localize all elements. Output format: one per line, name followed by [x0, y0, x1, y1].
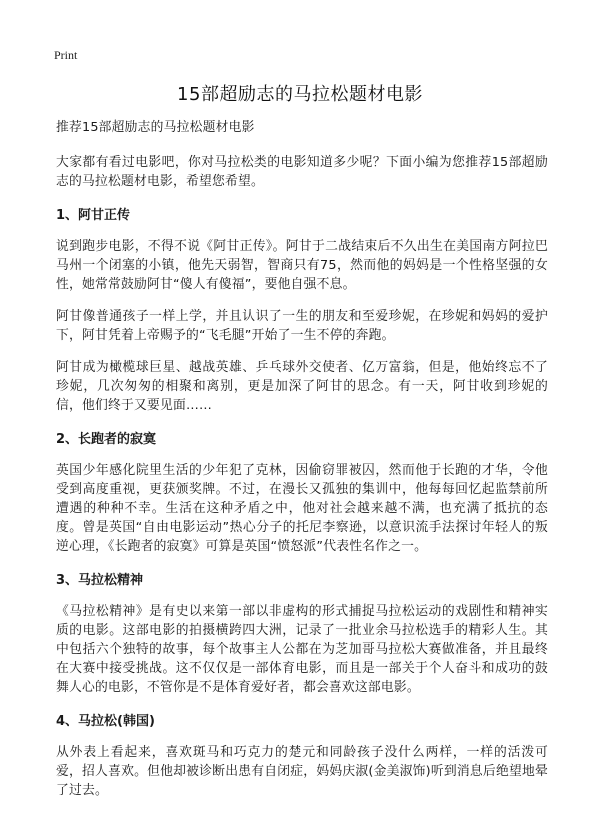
- section-3-paragraph-1: 《马拉松精神》是有史以来第一部以非虚构的形式捕捉马拉松运动的戏剧性和精神实质的电影。这部电影的拍摄横跨四大洲，记录了一批业余马拉松选手的精彩人生。其中包括六个独特的故事，每个故事主人公都在为芝加哥马拉松大赛做准备，并且最终在大赛中接受挑战。这不仅仅是一部体育电影，而且是一部关于个人奋斗和成功的鼓舞人心的电影，不管你是不是体育爱好者，都会喜欢这部电影。: [56, 604, 548, 695]
- section-4-paragraph-1: 从外表上看起来，喜欢斑马和巧克力的楚元和同龄孩子没什么两样，一样的活泼可爱，招人喜欢。但他却被诊断出患有自闭症，妈妈庆淑(金美淑饰)听到消息后绝望地晕了过去。: [56, 745, 548, 798]
- intro-paragraph: 大家都有看过电影吧，你对马拉松类的电影知道多少呢？下面小编为您推荐15部超励志的马拉松题材电影，希望您希望。: [56, 155, 548, 189]
- section-heading-2: 2、长跑者的寂寞: [56, 432, 157, 447]
- article-body: [56, 118, 548, 813]
- section-2-paragraph-1: 英国少年感化院里生活的少年犯了克林，因偷窃罪被囚，然而他于长跑的才华，令他受到高度重视，更获颁奖牌。不过，在漫长又孤独的集训中，他每每回忆起监禁前所遭遇的种种不幸。生活在这种矛盾之中，他对社会越来越不满，也充满了抵抗的态度。曾是英国“自由电影运动”热心分子的托尼李察逊，以意识流手法探讨年轻人的叛逆心理，《长跑者的寂寞》可算是英国“愤怒派”代表性名作之一。: [56, 463, 548, 554]
- section-1-paragraph-3: 阿甘成为橄榄球巨星、越战英雄、乒乓球外交使者、亿万富翁，但是，他始终忘不了珍妮，几次匆匆的相聚和离别，更是加深了阿甘的思念。有一天，阿甘收到珍妮的信，他们终于又要见面……: [56, 360, 548, 413]
- section-heading-4: 4、马拉松(韩国): [56, 714, 155, 729]
- section-1-paragraph-1: 说到跑步电影，不得不说《阿甘正传》。阿甘于二战结束后不久出生在美国南方阿拉巴马州一个闭塞的小镇，他先天弱智，智商只有75，然而他的妈妈是一个性格坚强的女性，她常常鼓励阿甘“傻人有傻福”，要他自强不息。: [56, 239, 548, 292]
- print-link[interactable]: Print: [54, 48, 78, 62]
- section-heading-3: 3、马拉松精神: [56, 573, 144, 588]
- section-heading-1: 1、阿甘正传: [56, 208, 131, 223]
- page-title: 15部超励志的马拉松题材电影: [177, 84, 423, 105]
- subtitle: 推荐15部超励志的马拉松题材电影: [56, 120, 255, 135]
- section-1-paragraph-2: 阿甘像普通孩子一样上学，并且认识了一生的朋友和至爱珍妮，在珍妮和妈妈的爱护下，阿甘凭着上帝赐予的“飞毛腿”开始了一生不停的奔跑。: [56, 309, 548, 343]
